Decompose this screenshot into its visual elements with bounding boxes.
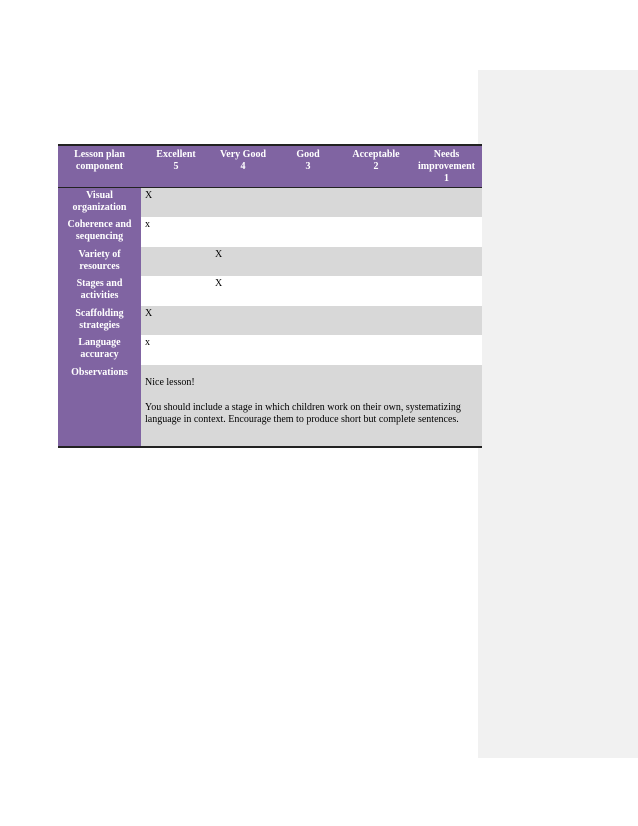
rating-cell — [275, 247, 341, 277]
table-row — [58, 335, 482, 365]
header-component: Lesson plan component — [58, 145, 141, 188]
header-row — [58, 145, 482, 188]
rating-cell: x — [141, 217, 211, 247]
rating-cell — [341, 306, 411, 336]
row-label: Language accuracy — [58, 335, 141, 365]
rating-cell — [275, 276, 341, 306]
rating-cell — [341, 188, 411, 218]
rating-cell — [141, 247, 211, 277]
rating-cell — [341, 335, 411, 365]
row-label: Stages and activities — [58, 276, 141, 306]
rating-cell: X — [211, 276, 275, 306]
rating-cell: X — [141, 306, 211, 336]
rating-cell — [411, 306, 482, 336]
rating-cell — [275, 188, 341, 218]
rating-cell — [211, 188, 275, 218]
rating-cell — [411, 335, 482, 365]
rating-cell — [211, 306, 275, 336]
table-row — [58, 247, 482, 277]
rating-cell — [141, 276, 211, 306]
rating-cell — [275, 335, 341, 365]
observation-paragraph: Nice lesson! — [145, 376, 195, 388]
observations-row — [58, 365, 482, 447]
table-row — [58, 306, 482, 336]
rating-cell — [211, 217, 275, 247]
rating-cell — [411, 188, 482, 218]
table-row — [58, 276, 482, 306]
row-label: Variety of resources — [58, 247, 141, 277]
observations-text — [141, 365, 482, 447]
rating-cell — [275, 306, 341, 336]
rubric-table — [58, 144, 482, 448]
observations-label: Observations — [58, 365, 141, 447]
rating-cell — [411, 217, 482, 247]
row-label: Visual organization — [58, 188, 141, 218]
row-label: Scaffolding strategies — [58, 306, 141, 336]
rating-cell — [341, 217, 411, 247]
rating-cell: x — [141, 335, 211, 365]
header-very-good: Very Good 4 — [211, 145, 275, 188]
header-acceptable: Acceptable 2 — [341, 145, 411, 188]
rating-cell: X — [141, 188, 211, 218]
rating-cell — [341, 247, 411, 277]
observation-paragraph: You should include a stage in which children work on their own, systematizing language in context. Encourage them to produce short but complete sentences. — [145, 401, 461, 425]
header-excellent: Excellent 5 — [141, 145, 211, 188]
table-row — [58, 188, 482, 218]
rating-cell — [411, 247, 482, 277]
rating-cell: X — [211, 247, 275, 277]
header-needs-improvement: Needs improvement 1 — [411, 145, 482, 188]
rating-cell — [211, 335, 275, 365]
header-good: Good 3 — [275, 145, 341, 188]
rating-cell — [275, 217, 341, 247]
row-label: Coherence and sequencing — [58, 217, 141, 247]
table-row — [58, 217, 482, 247]
comment-pane — [478, 70, 638, 758]
rating-cell — [411, 276, 482, 306]
rating-cell — [341, 276, 411, 306]
